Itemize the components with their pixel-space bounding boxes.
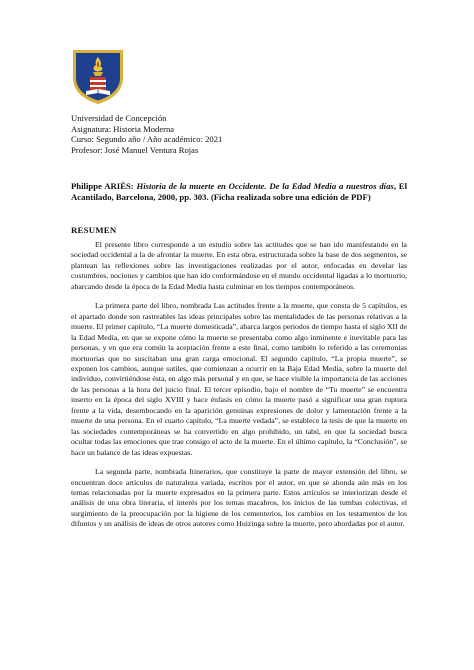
reference-author: Philippe ARIÈS: — [71, 181, 137, 191]
course-header — [71, 113, 222, 155]
professor-line: Profesor: José Manuel Ventura Rojas — [71, 144, 199, 155]
summary-paragraph: El presente libro corresponde a un estudio sobre las actitudes que se han ido manifestando en la sociedad occidental a la de afrontar la muerte. En esta obra, estructurada sobre la base de dos segmentos, se plantean las reflexiones sobre las investigaciones realizadas por el autor, enfocadas en develar las costumbres, nociones y cambios que han ido conformándose en el mundo occidental ligadas a lo mortuorio, abarcando desde la época de la Edad Media hasta culminar en los tiempos contemporáneos. — [71, 240, 407, 291]
summary-body — [71, 240, 407, 539]
subject-line: Asignatura: Historia Moderna — [71, 123, 175, 134]
summary-paragraph: La segunda parte, nombrada Itinerarios, que constituye la parte de mayor extensión del libro, se encuentran doce artículos de naturaleza variada, escritos por el autor, en que se ahonda aún más en los temas relacionadas por la muerte expresados en la primera parte. Estos artículos se interiorizan desde el análisis de una obra literaria, el interés por los temas macabros, los inicios de las tumbas colectivas, el surgimiento de la preocupación por la higiene de los cementerios, los cambios en los testamentos de los difuntos y un análisis de ideas de otros autores como Huizinga sobre la muerte, pero abordadas por el autor. — [71, 467, 407, 529]
course-line: Curso: Segundo año / Año académico: 2021 — [71, 134, 223, 145]
reference-title: Historia de la muerte en Occidente. De la Edad Media a nuestros días — [136, 181, 394, 191]
summary-paragraph: La primera parte del libro, nombrada Las actitudes frente a la muerte, que consta de 5 capítulos, es el apartado donde son rastreables las ideas principales sobre las mentalidades de las personas relativas a la muerte. El primer capítulo, “La muerte domesticada”, abarca largos periodos de tiempo hasta el siglo XII de la Edad Media, en que se expone cómo la muerte se presentaba como algo inminente e inevitable para las personas, y en que era común la aceptación frente a este final, como también lo referido a las ceremonias mortuorias que no suscitaban una gran carga emocional. El segundo capítulo, “La propia muerte”, se exponen los cambios, aunque sutiles, que comienzan a ocurrir en la Baja Edad Media, sobre la muerte del individuo, convirtiéndose ésta, en algo más personal y en que, se hace visible la importancia de las acciones de las personas a la hora del juicio final. El tercer episodio, bajo el nombre de “Tu muerte” se encuentra inserto en la época del siglo XVIII y hace énfasis en cómo la muerte pasó a significar una gran ruptura frente a la vida, desembocando en la aparición genuinas expresiones de dolor y lamentación frente a la muerte de una persona. En el cuarto capítulo, “La muerte vedada”, se establece la tesis de que la muerte en las sociedades contemporáneas se ha convertido en algo prohibido, un tabú, en que la sociedad busca ocultar todas las emociones que trae consigo el acto de la muerte. En el último capítulo, la “Conclusión”, se hace un balance de las ideas expuestas. — [71, 301, 407, 457]
university-shield-logo — [71, 48, 125, 105]
reference-details: , El Acantilado, Barcelona, 2000, pp. 303. (Ficha realizada sobre una edición de PDF) — [71, 181, 407, 203]
section-title: RESUMEN — [71, 225, 117, 235]
bibliographic-reference — [71, 181, 407, 203]
university-name: Universidad de Concepción — [71, 113, 167, 123]
